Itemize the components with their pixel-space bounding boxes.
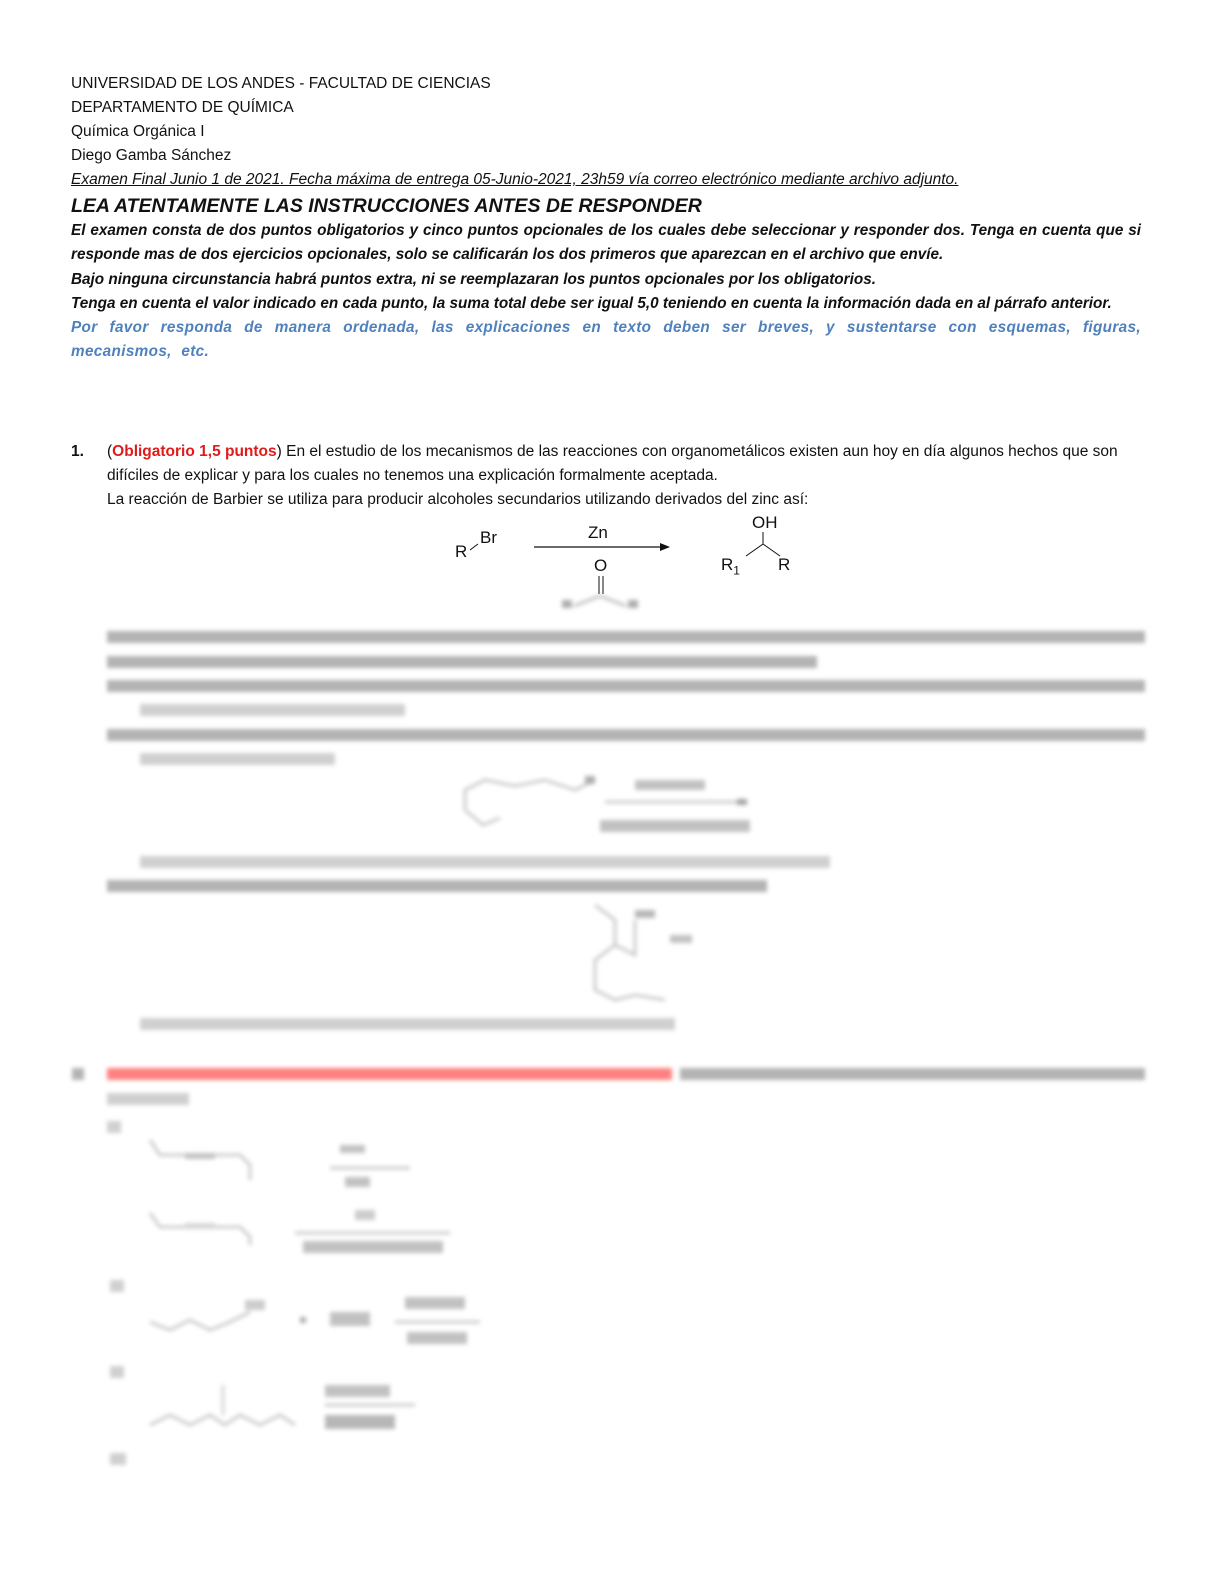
blurred-text-line xyxy=(680,1068,1145,1080)
blurred-text-line xyxy=(140,704,405,716)
question-1 xyxy=(71,440,1141,512)
blurred-carbonyl-substituents xyxy=(560,592,640,614)
blurred-text-line xyxy=(107,680,1145,692)
blurred-text-line xyxy=(107,1093,189,1105)
product-r-label: R xyxy=(778,555,791,574)
blurred-structure-1 xyxy=(590,900,700,1010)
product-r1-letter: R xyxy=(721,555,734,574)
document-page xyxy=(71,72,1141,365)
question-points-tag: Obligatorio 1,5 puntos xyxy=(112,443,277,460)
department-name: DEPARTAMENTO DE QUÍMICA xyxy=(71,99,294,116)
blurred-scheme-3 xyxy=(145,1292,490,1352)
instructions-title: LEA ATENTAMENTE LAS INSTRUCCIONES ANTES DE RESPONDER xyxy=(71,195,702,217)
course-name: Química Orgánica I xyxy=(71,123,205,140)
blurred-text-line xyxy=(140,856,830,868)
barbier-reaction-scheme xyxy=(440,510,820,620)
blurred-item-label xyxy=(110,1280,124,1292)
university-name: UNIVERSIDAD DE LOS ANDES - FACULTAD DE CIENCIAS xyxy=(71,75,491,92)
exam-date-line: Examen Final Junio 1 de 2021. Fecha máxima de entrega 05-Junio-2021, 23h59 vía correo electrónico mediante archivo adjunto. xyxy=(71,171,959,188)
blurred-text-line xyxy=(107,880,767,892)
blurred-text-line xyxy=(107,656,817,668)
blurred-item-label xyxy=(110,1366,124,1378)
blurred-item-label xyxy=(110,1453,126,1465)
instructions-paragraph-1: El examen consta de dos puntos obligatorios y cinco puntos opcionales de los cuales debe seleccionar y responder dos. Tenga en cuenta que si responde mas de dos ejercicios opcionales, solo se calificarán los dos primeros que aparezcan en el archivo que envíe. xyxy=(71,222,1141,264)
reagent-zn-label: Zn xyxy=(588,523,608,542)
reactant-r-label: R xyxy=(455,542,468,561)
reactant-br-label: Br xyxy=(480,528,497,547)
question-text-2: La reacción de Barbier se utiliza para producir alcoholes secundarios utilizando derivados del zinc así: xyxy=(107,491,809,508)
professor-name: Diego Gamba Sánchez xyxy=(71,147,232,164)
blurred-scheme-1 xyxy=(455,770,760,845)
blurred-scheme-2 xyxy=(145,1135,455,1265)
paren-close: ) xyxy=(276,443,282,460)
reaction-arrow xyxy=(532,542,672,552)
paren-open: ( xyxy=(107,443,113,460)
question-number: 1. xyxy=(71,443,84,460)
product-oh-label: OH xyxy=(752,513,778,532)
instructions-paragraph-2: Bajo ninguna circunstancia habrá puntos extra, ni se reemplazaran los puntos opcionales por los obligatorios. xyxy=(71,270,876,288)
instructions-paragraph-3: Tenga en cuenta el valor indicado en cada punto, la suma total debe ser igual 5,0 teniendo en cuenta la información dada en al párrafo anterior. xyxy=(71,294,1112,312)
reactant-bond xyxy=(468,540,480,552)
carbonyl-o-label: O xyxy=(594,556,608,575)
product-r1-subscript: 1 xyxy=(733,563,740,578)
blurred-red-tag xyxy=(107,1068,672,1080)
question-text-1: En el estudio de los mecanismos de las reacciones con organometálicos existen aun hoy en día algunos hechos que son difíciles de explicar y para los cuales no tenemos una explicación formalmente aceptada. xyxy=(107,443,1118,484)
blurred-text-line xyxy=(140,1018,675,1030)
blurred-item-label xyxy=(107,1121,121,1133)
blurred-text-line xyxy=(107,631,1145,643)
blurred-question-number xyxy=(72,1068,84,1080)
product-r1-label xyxy=(721,555,740,577)
blurred-text-line xyxy=(107,729,1145,741)
blurred-scheme-4 xyxy=(145,1380,425,1440)
blurred-text-line xyxy=(140,753,335,765)
instructions-paragraph-blue: Por favor responda de manera ordenada, las explicaciones en texto deben ser breves, y sustentarse con esquemas, figuras, mecanismos, etc. xyxy=(71,319,1141,361)
